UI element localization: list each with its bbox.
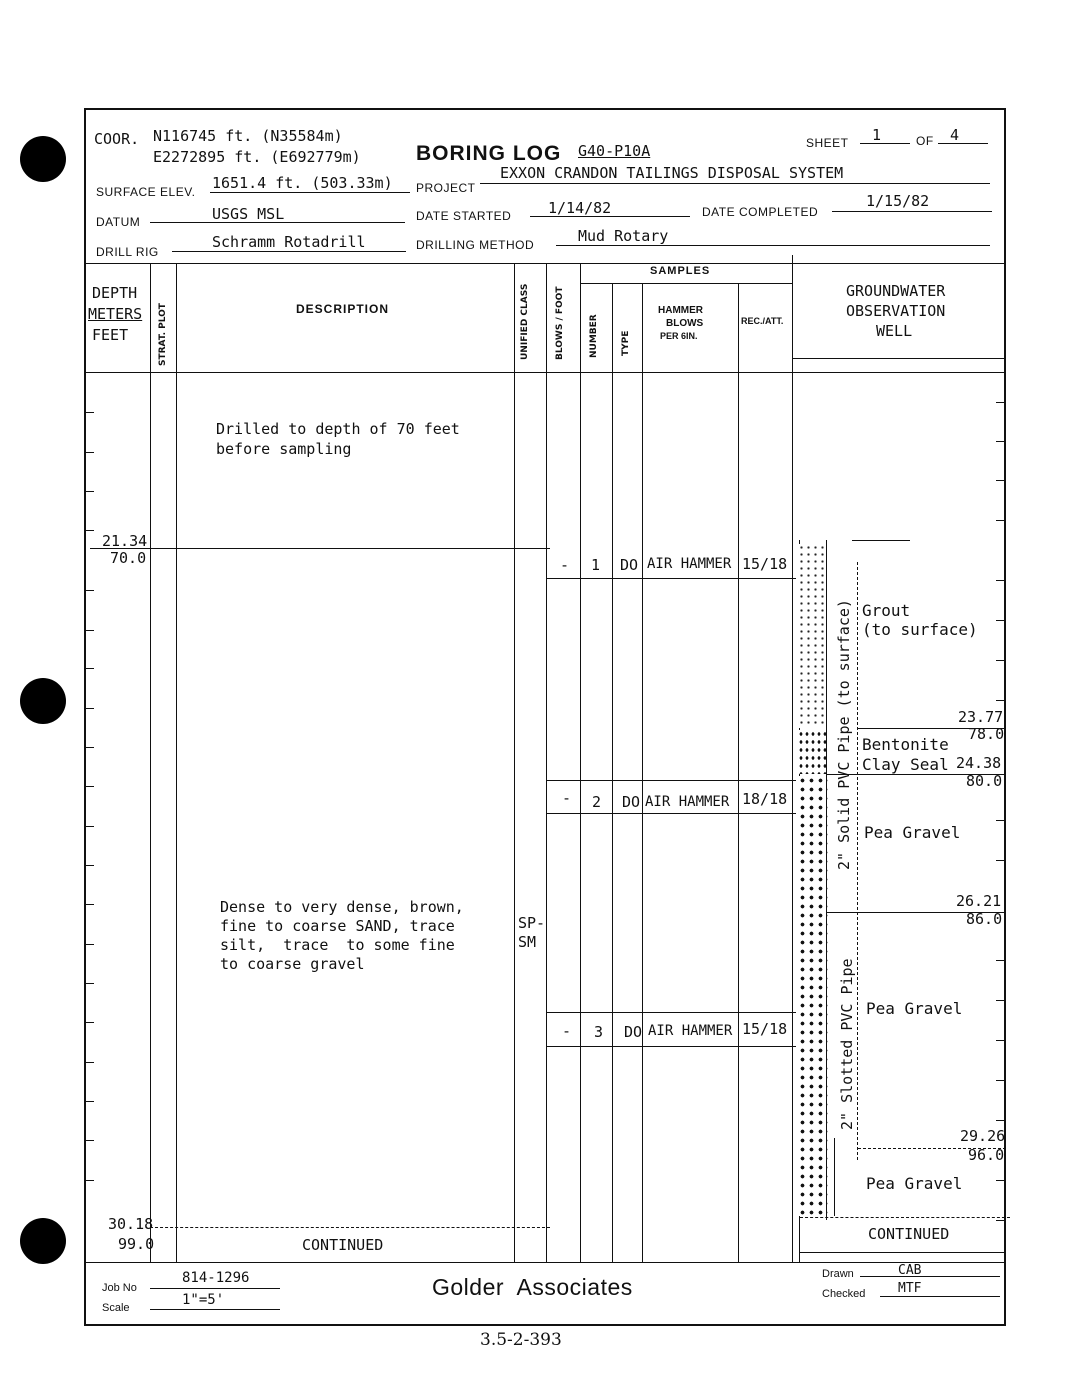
date-completed-label: DATE COMPLETED bbox=[702, 205, 819, 219]
scale-line bbox=[150, 1309, 280, 1310]
description-header: DESCRIPTION bbox=[296, 302, 390, 316]
hammer-header-1: HAMMER bbox=[658, 305, 703, 316]
well-boundary bbox=[857, 562, 858, 1160]
sample-blows: - bbox=[560, 556, 570, 574]
project-label: PROJECT bbox=[416, 181, 476, 195]
solid-pipe-label: 2" Solid PVC Pipe (to surface) bbox=[835, 599, 853, 870]
gw-header-3: WELL bbox=[876, 322, 913, 340]
checked-value: MTF bbox=[898, 1281, 922, 1296]
pea-gravel-label-3: Pea Gravel bbox=[866, 1174, 963, 1193]
slotted-pipe-label: 2" Slotted PVC Pipe bbox=[838, 958, 856, 1130]
binder-hole-middle bbox=[20, 678, 66, 724]
description-sand-1: Dense to very dense, brown, bbox=[220, 898, 464, 916]
datum-label: DATUM bbox=[96, 215, 141, 229]
depth-header-2: METERS bbox=[88, 305, 143, 323]
well-depth-3-m: 26.21 bbox=[956, 892, 1002, 910]
pea-gravel-fill bbox=[798, 776, 828, 1216]
pea-gravel-label-2: Pea Gravel bbox=[866, 999, 963, 1018]
col-strat-right bbox=[176, 263, 177, 1263]
sample-number: 2 bbox=[592, 793, 602, 811]
depth-top-feet: 70.0 bbox=[110, 549, 147, 567]
col-blows-right bbox=[580, 263, 581, 1263]
date-started-label: DATE STARTED bbox=[416, 209, 512, 223]
well-continued: CONTINUED bbox=[868, 1225, 950, 1243]
sheet-label: SHEET bbox=[806, 136, 849, 150]
number-header: NUMBER bbox=[589, 314, 599, 358]
bottom-dashed-line bbox=[150, 1227, 550, 1228]
well-depth-3-ft: 86.0 bbox=[966, 910, 1003, 928]
log-id: G40-P10A bbox=[578, 142, 651, 160]
description-sand-2: fine to coarse SAND, trace bbox=[220, 917, 455, 935]
type-header: TYPE bbox=[621, 330, 631, 356]
sample-hammer: AIR HAMMER bbox=[647, 556, 732, 572]
sample-recovery: 15/18 bbox=[742, 555, 788, 573]
bentonite-fill bbox=[798, 730, 826, 774]
drill-rig-value: Schramm Rotadrill bbox=[212, 233, 366, 251]
depth-header-3: FEET bbox=[92, 326, 129, 344]
job-label: Job No bbox=[102, 1282, 137, 1294]
depth-bottom-meters: 30.18 bbox=[108, 1215, 154, 1233]
gw-header-2: OBSERVATION bbox=[846, 302, 946, 320]
well-depth-2-ft: 80.0 bbox=[966, 772, 1003, 790]
checked-line bbox=[880, 1296, 1000, 1297]
date-started-line bbox=[530, 216, 690, 217]
job-number: 814-1296 bbox=[182, 1270, 250, 1286]
gw-header-bottom-line bbox=[792, 358, 1004, 359]
description-drilled-2: before sampling bbox=[216, 440, 352, 458]
well-depth-1-m: 23.77 bbox=[958, 708, 1004, 726]
drawn-label: Drawn bbox=[822, 1268, 854, 1280]
blows-per-foot-header: BLOWS / FOOT bbox=[555, 286, 565, 360]
unified-class-header: UNIFIED CLASS bbox=[520, 283, 530, 360]
coor-easting: E2272895 ft. (E692779m) bbox=[153, 148, 361, 166]
grout-fill bbox=[798, 544, 826, 728]
col-desc-right bbox=[514, 263, 515, 1263]
of-label: OF bbox=[916, 134, 934, 148]
well-top-line bbox=[852, 540, 910, 541]
coor-northing: N116745 ft. (N35584m) bbox=[153, 127, 343, 145]
unified-class-2: SM bbox=[518, 933, 537, 951]
pea-gravel-label-1: Pea Gravel bbox=[864, 823, 961, 842]
datum-line bbox=[150, 222, 405, 223]
scale-label: Scale bbox=[102, 1302, 130, 1314]
project-line bbox=[480, 183, 990, 184]
sample-recovery: 15/18 bbox=[742, 1020, 788, 1038]
footer-top-line bbox=[84, 1262, 1004, 1263]
sample-type: DO bbox=[622, 793, 641, 811]
col-hammer-right bbox=[738, 283, 739, 1263]
checked-label: Checked bbox=[822, 1288, 866, 1300]
unified-class-1: SP- bbox=[518, 914, 546, 932]
depth-bottom-feet: 99.0 bbox=[118, 1235, 155, 1253]
drill-rig-line bbox=[172, 251, 406, 252]
well-depth-4-m: 29.26 bbox=[960, 1127, 1006, 1145]
well-pipe-wall bbox=[826, 540, 827, 1220]
company-name: Golder Associates bbox=[432, 1274, 633, 1300]
sheet-number: 1 bbox=[872, 126, 882, 144]
sample-hammer: AIR HAMMER bbox=[645, 794, 730, 810]
strat-plot-header: STRAT. PLOT bbox=[158, 303, 168, 366]
well-depth-4-ft: 96.0 bbox=[968, 1146, 1005, 1164]
sample-blows: - bbox=[562, 789, 572, 807]
col-depth-right bbox=[150, 263, 151, 1263]
col-number-right bbox=[612, 283, 613, 1263]
drawn-value: CAB bbox=[898, 1263, 922, 1278]
sheet-number-line bbox=[860, 143, 910, 144]
description-continued: CONTINUED bbox=[302, 1236, 384, 1254]
binder-hole-top bbox=[20, 136, 66, 182]
description-sand-4: to coarse gravel bbox=[220, 955, 365, 973]
bentonite-label-2: Clay Seal bbox=[862, 755, 949, 774]
drilling-method-label: DRILLING METHOD bbox=[416, 238, 535, 252]
grout-label-2: (to surface) bbox=[862, 620, 978, 639]
project-value: EXXON CRANDON TAILINGS DISPOSAL SYSTEM bbox=[500, 164, 844, 182]
scale-value: 1"=5' bbox=[182, 1292, 225, 1308]
gw-header-1: GROUNDWATER bbox=[846, 282, 946, 300]
col-class-right bbox=[546, 263, 547, 1263]
table-header-bottom-line bbox=[84, 372, 1004, 373]
well-bottom-dashed-line bbox=[800, 1217, 1010, 1218]
table-top-line bbox=[84, 263, 1004, 264]
drilling-method-value: Mud Rotary bbox=[578, 227, 669, 245]
depth-header-1: DEPTH bbox=[92, 284, 138, 302]
description-drilled-1: Drilled to depth of 70 feet bbox=[216, 420, 460, 438]
sample-type: DO bbox=[620, 556, 639, 574]
well-footer-line bbox=[799, 1252, 1004, 1253]
sample-recovery: 18/18 bbox=[742, 790, 788, 808]
samples-header: SAMPLES bbox=[650, 265, 711, 277]
hammer-header-3: PER 6IN. bbox=[660, 331, 698, 341]
bentonite-label-1: Bentonite bbox=[862, 735, 949, 754]
hammer-header-2: BLOWS bbox=[666, 318, 704, 329]
sample-number: 3 bbox=[594, 1023, 604, 1041]
form-title: BORING LOG bbox=[416, 142, 562, 165]
sample-number: 1 bbox=[591, 556, 601, 574]
drilling-method-line bbox=[556, 245, 990, 246]
depth-70-line bbox=[90, 548, 550, 549]
sheet-total-line bbox=[938, 143, 988, 144]
depth-top-meters: 21.34 bbox=[102, 532, 148, 550]
col-rec-right bbox=[792, 255, 793, 1263]
datum-value: USGS MSL bbox=[212, 205, 285, 223]
date-started-value: 1/14/82 bbox=[548, 199, 612, 217]
well-plug-left bbox=[834, 1138, 835, 1216]
date-completed-value: 1/15/82 bbox=[866, 192, 930, 210]
binder-hole-bottom bbox=[20, 1218, 66, 1264]
job-line bbox=[150, 1288, 280, 1289]
coor-label: COOR. bbox=[94, 130, 140, 148]
surface-elev-value: 1651.4 ft. (503.33m) bbox=[212, 174, 393, 192]
surface-elev-line bbox=[210, 192, 410, 193]
surface-elev-label: SURFACE ELEV. bbox=[96, 185, 196, 199]
col-type-right bbox=[642, 283, 643, 1263]
rec-att-header: REC./ATT. bbox=[741, 316, 784, 326]
date-completed-line bbox=[832, 211, 992, 212]
well-depth-2-m: 24.38 bbox=[956, 754, 1002, 772]
sample-type: DO bbox=[624, 1023, 643, 1041]
grout-label-1: Grout bbox=[862, 601, 911, 620]
sample-blows: - bbox=[562, 1022, 572, 1040]
page-number: 3.5-2-393 bbox=[480, 1330, 562, 1350]
sheet-total: 4 bbox=[950, 126, 960, 144]
drill-rig-label: DRILL RIG bbox=[96, 245, 159, 259]
description-sand-3: silt, trace to some fine bbox=[220, 936, 455, 954]
well-depth-1-ft: 78.0 bbox=[968, 725, 1005, 743]
drawn-line bbox=[860, 1276, 1000, 1277]
sample-hammer: AIR HAMMER bbox=[648, 1023, 733, 1039]
